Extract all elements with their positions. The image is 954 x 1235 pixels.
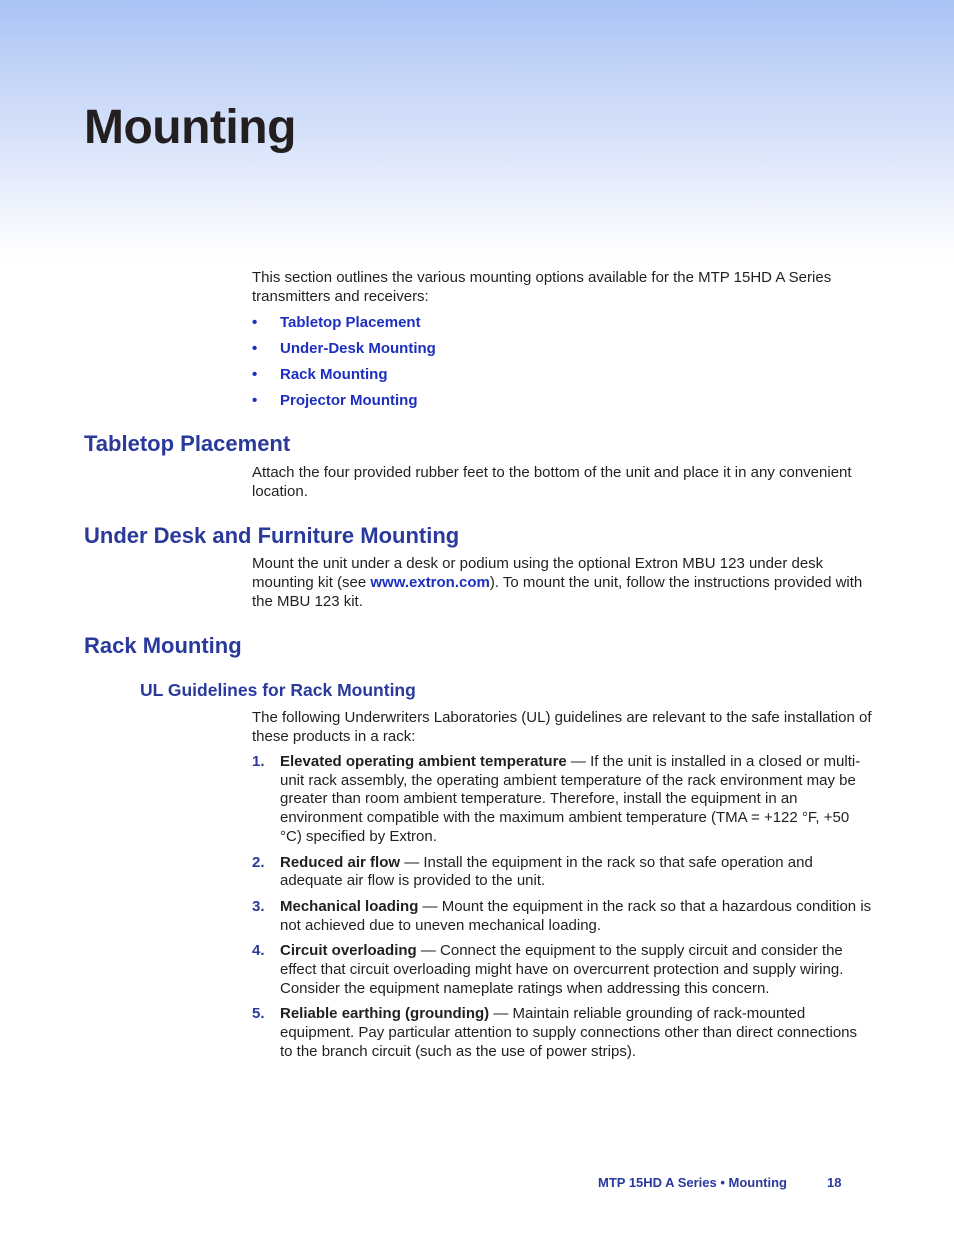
bullet-icon: • bbox=[252, 366, 258, 383]
item-separator: — bbox=[489, 1005, 513, 1023]
item-number: 3. bbox=[252, 897, 265, 915]
extron-website-link[interactable]: www.extron.com bbox=[370, 574, 490, 591]
page-number: 18 bbox=[826, 1175, 842, 1190]
rack-heading: Rack Mounting bbox=[84, 633, 242, 658]
item-separator: — bbox=[418, 897, 442, 915]
list-item bbox=[252, 1005, 872, 1061]
list-item bbox=[252, 854, 872, 891]
bullet-icon: • bbox=[252, 314, 258, 331]
ul-guidelines-subheading: UL Guidelines for Rack Mounting bbox=[140, 680, 416, 700]
toc-link-tabletop[interactable]: Tabletop Placement bbox=[280, 314, 421, 331]
item-text: Mount the equipment in the rack so that a hazardous condition is not achieved due to uneven mechanical loading. bbox=[280, 897, 872, 934]
item-term: Reliable earthing (grounding) bbox=[280, 1005, 490, 1023]
toc-link-rack[interactable]: Rack Mounting bbox=[280, 366, 388, 383]
item-separator: — bbox=[416, 942, 441, 960]
toc-item-projector bbox=[252, 391, 436, 417]
rack-intro-paragraph: The following Underwriters Laboratories (UL) guidelines are relevant to the safe installation of these products in a rack: bbox=[252, 709, 872, 745]
list-item bbox=[252, 942, 872, 998]
toc-link-under-desk[interactable]: Under-Desk Mounting bbox=[280, 340, 436, 357]
toc-item-rack bbox=[252, 365, 436, 391]
item-term: Circuit overloading bbox=[280, 942, 417, 960]
tabletop-heading: Tabletop Placement bbox=[84, 431, 291, 456]
tabletop-paragraph: Attach the four provided rubber feet to the bottom of the unit and place it in any convenient location. bbox=[252, 464, 852, 500]
item-separator: — bbox=[400, 853, 424, 871]
item-text: Maintain reliable grounding of rack-mounted equipment. Pay particular attention to supply connections other than direct connections to the branch circuit (such as the use of power strips). bbox=[280, 1005, 858, 1060]
item-number: 2. bbox=[252, 853, 265, 871]
bullet-icon: • bbox=[252, 392, 258, 409]
toc-link-projector[interactable]: Projector Mounting bbox=[280, 392, 418, 409]
ul-guidelines-list bbox=[252, 753, 872, 1062]
item-number: 5. bbox=[252, 1005, 265, 1023]
item-term: Reduced air flow bbox=[280, 853, 401, 871]
under-desk-paragraph bbox=[252, 554, 872, 611]
intro-paragraph: This section outlines the various mounting options available for the MTP 15HD A Series transmitters and receivers: bbox=[252, 269, 832, 305]
item-number: 4. bbox=[252, 942, 265, 960]
list-item bbox=[252, 898, 872, 935]
item-text: If the unit is installed in a closed or multi-unit rack assembly, the operating ambient temperature of the rack environment may be greater than room ambient temperature. Therefore, install the equipment in an environment compatible with the maximum ambient temperature (TMA = +122 °F, +50 °C) specified by Extron. bbox=[280, 753, 861, 845]
item-term: Elevated operating ambient temperature bbox=[280, 753, 567, 770]
bullet-icon: • bbox=[252, 340, 258, 357]
toc-item-tabletop bbox=[252, 313, 436, 339]
under-desk-text-start: Mount the unit under a desk or podium using the optional Extron MBU 123 under desk mounting kit (see bbox=[252, 555, 824, 591]
list-item bbox=[252, 753, 872, 847]
toc-item-under-desk bbox=[252, 339, 436, 365]
item-text: Install the equipment in the rack so that safe operation and adequate air flow is provided to the unit. bbox=[280, 853, 813, 890]
section-toc-list bbox=[252, 313, 436, 417]
item-separator: — bbox=[566, 753, 591, 770]
under-desk-text-end: ). To mount the unit, follow the instructions provided with the MBU 123 kit. bbox=[252, 574, 863, 610]
item-number: 1. bbox=[252, 753, 265, 770]
page-title: Mounting bbox=[84, 101, 296, 154]
page-footer bbox=[598, 1175, 841, 1190]
under-desk-heading: Under Desk and Furniture Mounting bbox=[84, 523, 460, 548]
footer-label: MTP 15HD A Series • Mounting bbox=[598, 1175, 787, 1190]
item-text: Connect the equipment to the supply circuit and consider the effect that circuit overloading might have on overcurrent protection and supply wiring. Consider the equipment nameplate ratings when addressing this concern. bbox=[280, 942, 844, 997]
item-term: Mechanical loading bbox=[280, 897, 419, 915]
